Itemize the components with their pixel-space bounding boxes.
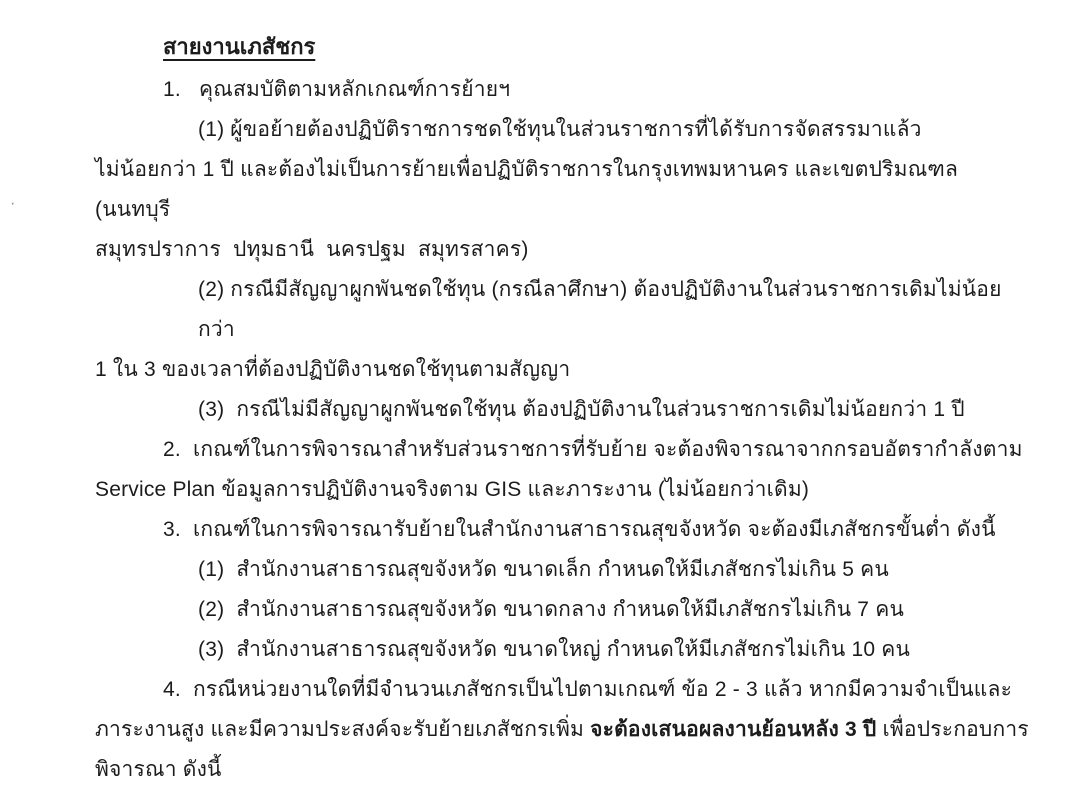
document-line <box>95 590 1035 630</box>
document-line <box>95 350 1035 390</box>
document-line <box>95 230 1035 270</box>
text-segment: 1 ใน 3 ของเวลาที่ต้องปฏิบัติงานชดใช้ทุนตามสัญญา <box>95 358 571 381</box>
text-segment: ภาระงานสูง และมีความประสงค์จะรับย้ายเภสัชกรเพิ่ม <box>95 718 591 741</box>
text-segment: เพื่อประกอบการ <box>876 718 1029 741</box>
document-line <box>95 510 1035 550</box>
scan-artifact-dot: · <box>10 195 16 212</box>
document-line <box>95 110 1035 150</box>
document-body <box>95 70 1035 790</box>
text-segment: ไม่น้อยกว่า 1 ปี และต้องไม่เป็นการย้ายเพื่อปฏิบัติราชการในกรุงเทพมหานคร และเขตปริมณฑล (นนทบุรี <box>95 158 965 221</box>
document-line <box>95 430 1035 470</box>
document-line <box>95 150 1035 230</box>
document-title: สายงานเภสัชกร <box>163 34 316 59</box>
document-line <box>95 70 1035 110</box>
document-line <box>95 270 1035 350</box>
text-segment: 1. คุณสมบัติตามหลักเกณฑ์การย้ายฯ <box>163 78 511 101</box>
document-title-row <box>95 26 1035 68</box>
document-line <box>95 630 1035 670</box>
document-line <box>95 390 1035 430</box>
text-segment: (2) กรณีมีสัญญาผูกพันชดใช้ทุน (กรณีลาศึกษา) ต้องปฏิบัติงานในส่วนราชการเดิมไม่น้อยกว่า <box>198 278 1002 341</box>
text-segment-bold: จะต้องเสนอผลงานย้อนหลัง 3 ปี <box>590 718 877 741</box>
text-segment: 4. กรณีหน่วยงานใดที่มีจำนวนเภสัชกรเป็นไปตามเกณฑ์ ข้อ 2 - 3 แล้ว หากมีความจำเป็นและ <box>163 678 1013 701</box>
document-line <box>95 750 1035 790</box>
document-line <box>95 470 1035 510</box>
text-segment: (3) สำนักงานสาธารณสุขจังหวัด ขนาดใหญ่ กำหนดให้มีเภสัชกรไม่เกิน 10 คน <box>198 638 911 661</box>
document-line <box>95 710 1035 750</box>
text-segment: (3) กรณีไม่มีสัญญาผูกพันชดใช้ทุน ต้องปฏิบัติงานในส่วนราชการเดิมไม่น้อยกว่า 1 ปี <box>198 398 965 421</box>
document-line <box>95 550 1035 590</box>
text-segment: (1) ผู้ขอย้ายต้องปฏิบัติราชการชดใช้ทุนในส่วนราชการที่ได้รับการจัดสรรมาแล้ว <box>198 118 922 141</box>
text-segment: 2. เกณฑ์ในการพิจารณาสำหรับส่วนราชการที่รับย้าย จะต้องพิจารณาจากกรอบอัตรากำลังตาม <box>163 438 1023 461</box>
text-segment: 3. เกณฑ์ในการพิจารณารับย้ายในสำนักงานสาธารณสุขจังหวัด จะต้องมีเภสัชกรขั้นต่ำ ดังนี้ <box>163 518 996 541</box>
text-segment: สมุทรปราการ ปทุมธานี นครปฐม สมุทรสาคร) <box>95 238 529 261</box>
text-segment: พิจารณา ดังนี้ <box>95 758 222 781</box>
text-segment: Service Plan ข้อมูลการปฏิบัติงานจริงตาม GIS และภาระงาน (ไม่น้อยกว่าเดิม) <box>95 478 810 501</box>
text-segment: (1) สำนักงานสาธารณสุขจังหวัด ขนาดเล็ก กำหนดให้มีเภสัชกรไม่เกิน 5 คน <box>198 558 889 581</box>
text-segment: (2) สำนักงานสาธารณสุขจังหวัด ขนาดกลาง กำหนดให้มีเภสัชกรไม่เกิน 7 คน <box>198 598 905 621</box>
document-line <box>95 670 1035 710</box>
